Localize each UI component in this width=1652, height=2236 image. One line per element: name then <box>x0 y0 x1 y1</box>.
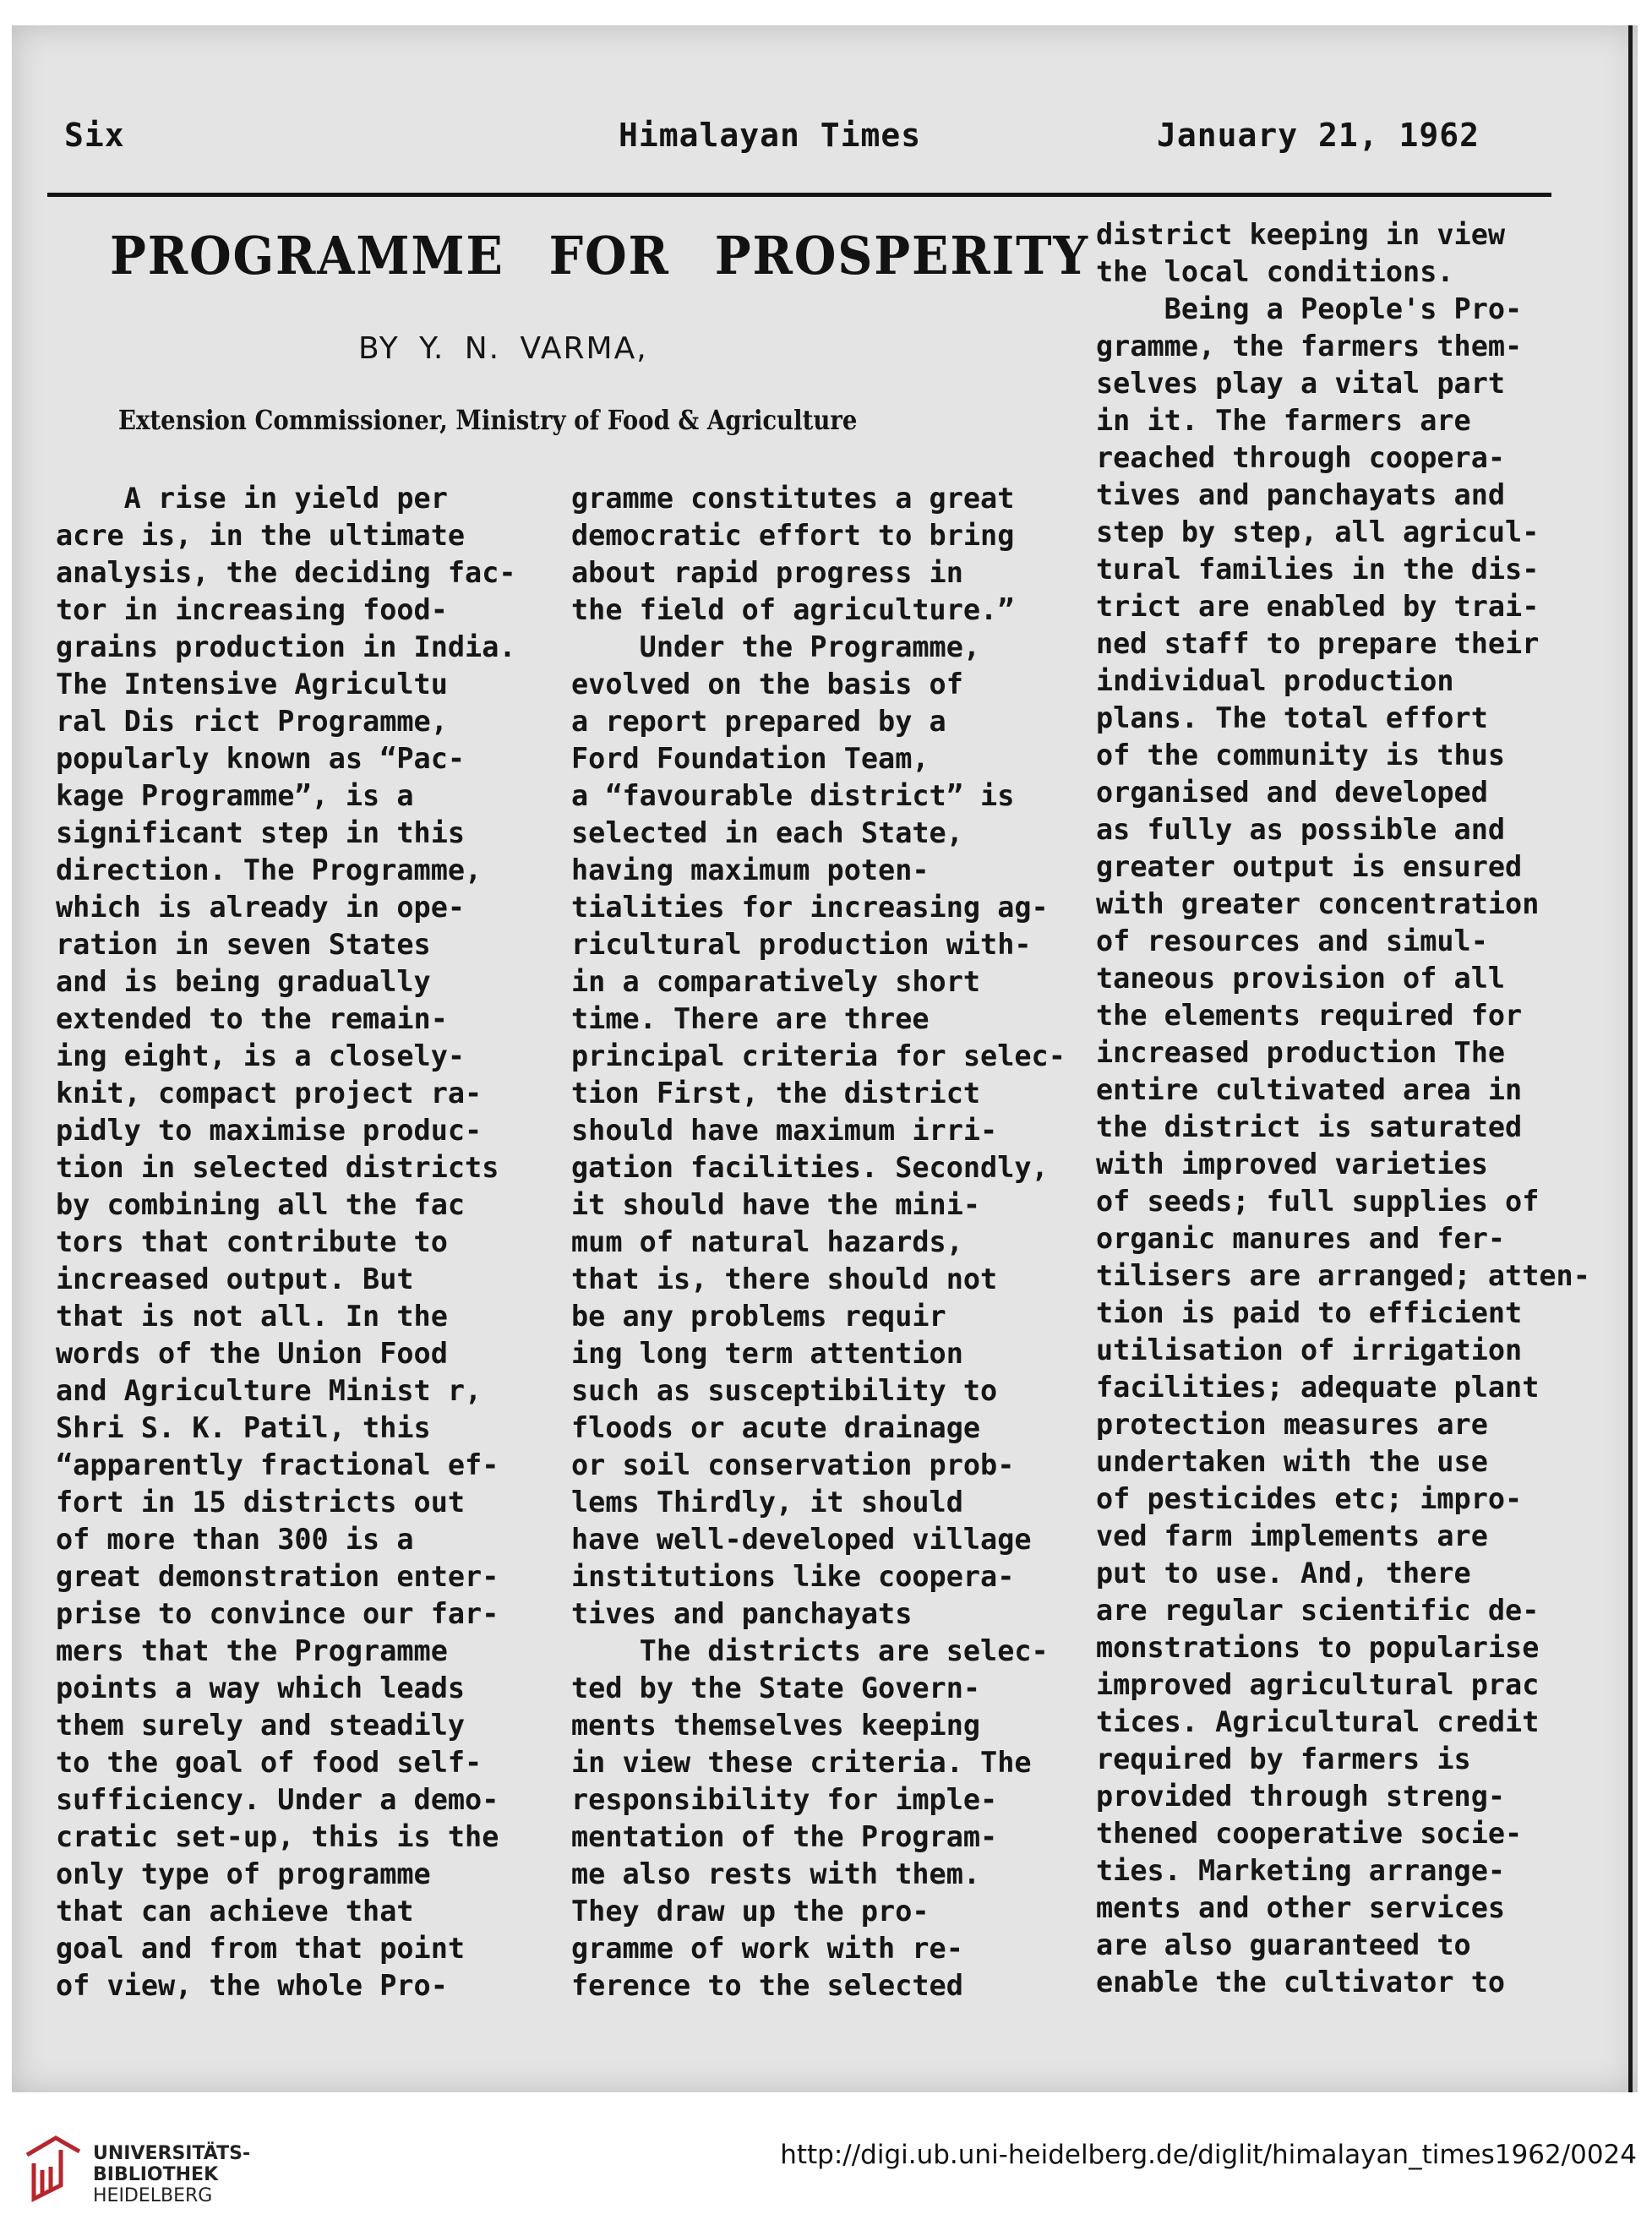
article-line: tion in selected districts <box>56 1151 499 1184</box>
article-line: trict are enabled by trai- <box>1096 590 1540 623</box>
library-logo-mark <box>27 2138 79 2199</box>
article-line: the local conditions. <box>1096 255 1454 288</box>
article-line: required by farmers is <box>1096 1742 1471 1775</box>
library-name <box>93 2143 250 2206</box>
article-line: ties. Marketing arrange- <box>1096 1854 1506 1887</box>
article-line: sufficiency. Under a demo- <box>56 1783 499 1816</box>
article-line: ved farm implements are <box>1096 1519 1488 1552</box>
article-line: fort in 15 districts out <box>56 1486 466 1519</box>
article-line: tives and panchayats <box>571 1597 913 1630</box>
article-line: extended to the remain- <box>56 1002 448 1035</box>
article-line: reached through coopera- <box>1096 441 1506 474</box>
article-line: tors that contribute to <box>56 1225 448 1258</box>
article-line: tion is paid to efficient <box>1096 1296 1523 1329</box>
article-line: individual production <box>1096 664 1454 697</box>
article-line: be any problems requir <box>571 1300 946 1333</box>
article-line: kage Programme”, is a <box>56 779 414 812</box>
article-title: PROGRAMME FOR PROSPERITY <box>110 225 1089 286</box>
article-line: with improved varieties <box>1096 1148 1488 1181</box>
article-line: tural families in the dis- <box>1096 553 1540 586</box>
article-line: cratic set-up, this is the <box>56 1820 499 1853</box>
article-line: tives and panchayats and <box>1096 478 1506 511</box>
article-line: about rapid progress in <box>571 556 963 589</box>
article-line: to the goal of food self- <box>56 1746 483 1779</box>
article-line: prise to convince our far- <box>56 1597 499 1630</box>
article-line: such as susceptibility to <box>571 1374 998 1407</box>
article-line: organised and developed <box>1096 776 1488 809</box>
page-edge-shadow <box>1628 25 1633 2092</box>
article-line: ing long term attention <box>571 1337 963 1370</box>
article-line: ference to the selected <box>571 1969 963 2002</box>
article-line: floods or acute drainage <box>571 1411 981 1444</box>
article-line: only type of programme <box>56 1857 431 1890</box>
article-line: great demonstration enter- <box>56 1560 499 1593</box>
article-line: of view, the whole Pro- <box>56 1969 448 2002</box>
article-line: monstrations to popularise <box>1096 1631 1540 1664</box>
article-line: undertaken with the use <box>1096 1445 1488 1478</box>
article-line: tor in increasing food- <box>56 593 448 626</box>
article-line: of more than 300 is a <box>56 1523 414 1556</box>
newspaper-name: Himalayan Times <box>619 117 922 154</box>
article-line: of the community is thus <box>1096 739 1506 772</box>
article-line: by combining all the fac <box>56 1188 466 1221</box>
article-line: of resources and simul- <box>1096 924 1488 957</box>
article-line: evolved on the basis of <box>571 668 963 701</box>
article-line: lems Thirdly, it should <box>571 1486 963 1519</box>
article-line: improved agricultural prac <box>1096 1668 1540 1701</box>
article-line: gramme, the farmers them- <box>1096 330 1523 363</box>
library-name-line: HEIDELBERG <box>93 2185 213 2206</box>
article-line: selves play a vital part <box>1096 367 1506 400</box>
article-line: are also guaranteed to <box>1096 1928 1471 1961</box>
article-line: mers that the Programme <box>56 1634 448 1667</box>
article-line: greater output is ensured <box>1096 850 1523 883</box>
article-line: of pesticides etc; impro- <box>1096 1482 1523 1515</box>
author-affiliation: Extension Commissioner, Ministry of Food & Agriculture <box>118 404 858 436</box>
article-line: plans. The total effort <box>1096 701 1488 734</box>
article-line: increased output. But <box>56 1263 414 1295</box>
article-line: me also rests with them. <box>571 1857 981 1890</box>
article-line: the elements required for <box>1096 999 1523 1032</box>
article-line: increased production The <box>1096 1036 1506 1069</box>
article-column-2 <box>571 480 1066 2004</box>
article-line: district keeping in view <box>1096 218 1506 251</box>
article-line: ments themselves keeping <box>571 1709 981 1742</box>
article-line: direction. The Programme, <box>56 853 483 886</box>
article-line: in it. The farmers are <box>1096 404 1471 437</box>
article-line: gramme of work with re- <box>571 1932 963 1965</box>
library-name-line: UNIVERSITÄTS- <box>93 2143 251 2164</box>
article-line: popularly known as “Pac- <box>56 742 466 775</box>
article-line: a report prepared by a <box>571 705 946 738</box>
article-line: should have maximum irri- <box>571 1114 998 1147</box>
article-line: them surely and steadily <box>56 1709 466 1742</box>
article-line: “apparently fractional ef- <box>56 1448 499 1481</box>
article-line: gation facilities. Secondly, <box>571 1151 1049 1184</box>
article-line: Under the Programme, <box>571 630 981 663</box>
header-rule <box>47 193 1551 197</box>
article-line: tilisers are arranged; atten- <box>1096 1259 1590 1292</box>
page-number: Six <box>64 117 125 154</box>
article-line: the field of agriculture.” <box>571 593 1015 626</box>
article-line: in a comparatively short <box>571 965 981 998</box>
article-line: put to use. And, there <box>1096 1557 1471 1590</box>
article-line: Being a People's Pro- <box>1096 292 1523 325</box>
article-column-3 <box>1096 216 1590 2001</box>
issue-date: January 21, 1962 <box>1157 117 1480 154</box>
article-line: with greater concentration <box>1096 887 1540 920</box>
article-line: thened cooperative socie- <box>1096 1817 1523 1850</box>
article-line: protection measures are <box>1096 1408 1488 1441</box>
article-line: analysis, the deciding fac- <box>56 556 516 589</box>
article-line: and Agriculture Minist r, <box>56 1374 483 1407</box>
article-line: it should have the mini- <box>571 1188 981 1221</box>
library-name-line: BIBLIOTHEK <box>93 2164 219 2185</box>
article-line: They draw up the pro- <box>571 1895 930 1928</box>
article-byline: BY Y. N. VARMA, <box>358 331 648 366</box>
article-line: acre is, in the ultimate <box>56 519 466 552</box>
article-line: gramme constitutes a great <box>571 482 1015 515</box>
article-line: words of the Union Food <box>56 1337 448 1370</box>
article-line: A rise in yield per <box>56 482 448 515</box>
article-line: responsibility for imple- <box>571 1783 998 1816</box>
article-line: as fully as possible and <box>1096 813 1506 846</box>
article-line: principal criteria for selec- <box>571 1039 1066 1072</box>
article-line: ral Dis rict Programme, <box>56 705 448 738</box>
article-line: points a way which leads <box>56 1672 466 1704</box>
article-line: pidly to maximise produc- <box>56 1114 483 1147</box>
article-line: organic manures and fer- <box>1096 1222 1506 1255</box>
article-line: tion First, the district <box>571 1077 981 1110</box>
article-line: knit, compact project ra- <box>56 1077 483 1110</box>
article-line: provided through streng- <box>1096 1780 1506 1813</box>
article-line: The Intensive Agricultu <box>56 668 448 701</box>
article-line: that can achieve that <box>56 1895 414 1928</box>
article-line: ing eight, is a closely- <box>56 1039 466 1072</box>
article-line: utilisation of irrigation <box>1096 1333 1523 1366</box>
article-line: The districts are selec- <box>571 1634 1049 1667</box>
article-line: having maximum poten- <box>571 853 930 886</box>
article-line: ted by the State Govern- <box>571 1672 981 1704</box>
article-line: grains production in India. <box>56 630 516 663</box>
article-line: selected in each State, <box>571 816 963 849</box>
article-line: that is, there should not <box>571 1263 998 1295</box>
article-line: or soil conservation prob- <box>571 1448 1015 1481</box>
article-line: entire cultivated area in <box>1096 1073 1523 1106</box>
article-line: of seeds; full supplies of <box>1096 1185 1540 1218</box>
library-logo-icon <box>22 2130 85 2204</box>
article-line: ricultural production with- <box>571 928 1032 961</box>
article-line: which is already in ope- <box>56 891 466 924</box>
article-line: and is being gradually <box>56 965 431 998</box>
article-line: institutions like coopera- <box>571 1560 1015 1593</box>
article-line: ration in seven States <box>56 928 431 961</box>
article-line: goal and from that point <box>56 1932 466 1965</box>
article-line: the district is saturated <box>1096 1110 1523 1143</box>
article-line: in view these criteria. The <box>571 1746 1032 1779</box>
newspaper-page-scan <box>12 25 1638 2092</box>
article-line: are regular scientific de- <box>1096 1594 1540 1627</box>
article-line: step by step, all agricul- <box>1096 515 1540 548</box>
article-line: mentation of the Program- <box>571 1820 998 1853</box>
article-column-1 <box>56 480 516 2004</box>
article-line: a “favourable district” is <box>571 779 1015 812</box>
article-line: tialities for increasing ag- <box>571 891 1049 924</box>
article-line: mum of natural hazards, <box>571 1225 963 1258</box>
article-line: tices. Agricultural credit <box>1096 1705 1540 1738</box>
article-line: that is not all. In the <box>56 1300 448 1333</box>
article-line: significant step in this <box>56 816 466 849</box>
article-line: have well-developed village <box>571 1523 1032 1556</box>
article-line: democratic effort to bring <box>571 519 1015 552</box>
article-line: taneous provision of all <box>1096 962 1506 995</box>
article-line: facilities; adequate plant <box>1096 1371 1540 1404</box>
article-line: Shri S. K. Patil, this <box>56 1411 431 1444</box>
article-line: ments and other services <box>1096 1891 1506 1924</box>
article-line: time. There are three <box>571 1002 930 1035</box>
article-line: enable the cultivator to <box>1096 1966 1506 1999</box>
article-line: Ford Foundation Team, <box>571 742 930 775</box>
source-url-link[interactable]: http://digi.ub.uni-heidelberg.de/diglit/himalayan_times1962/0024 <box>780 2140 1637 2170</box>
article-line: ned staff to prepare their <box>1096 627 1540 660</box>
